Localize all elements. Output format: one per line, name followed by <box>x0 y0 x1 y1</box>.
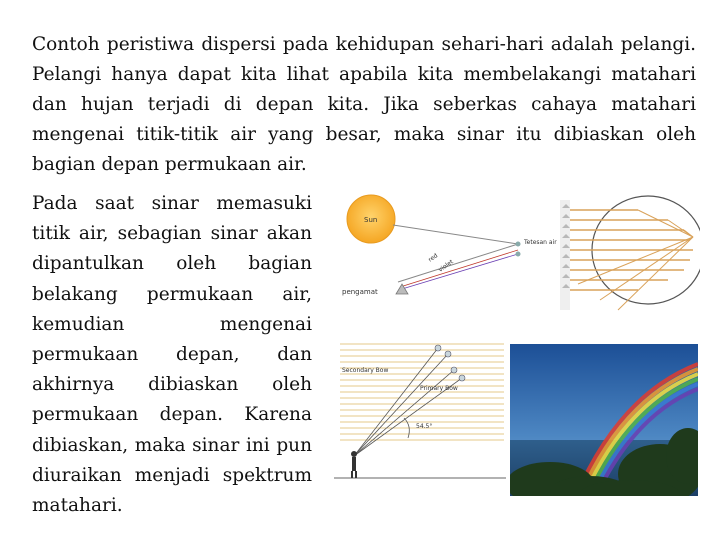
drop-icon-1 <box>435 345 441 351</box>
angle-diagram <box>334 338 506 494</box>
violet-ray <box>402 254 518 289</box>
drop-point-1 <box>516 242 521 247</box>
drop-point-2 <box>516 252 521 257</box>
violet-label: violet <box>437 258 455 274</box>
water-drop <box>565 196 700 310</box>
drop-label: Tetesan air <box>524 239 557 246</box>
angle-label: 54.5° <box>416 423 433 430</box>
left-arrows <box>560 200 570 310</box>
red-label: red <box>427 252 440 264</box>
outgoing-ray <box>398 244 518 282</box>
explanation-paragraph: Pada saat sinar memasuki titik air, sebagian sinar akan dipantulkan oleh bagian belakang permukaan air, kemudian mengenai permukaan depan, dan akhirnya dibiaskan oleh permukaan depan. Karena dibiaskan, maka sinar ini pun diuraikan menjadi spektrum matahari. <box>32 193 312 517</box>
sun-label: Sun <box>364 216 378 224</box>
drop-icon-4 <box>459 375 465 381</box>
incoming-ray <box>393 225 518 244</box>
observer-icon <box>396 284 408 294</box>
drop-icon-3 <box>451 367 457 373</box>
observer-label: pengamat <box>342 288 378 296</box>
raindrop-diagram <box>338 192 700 332</box>
drop-icon-2 <box>445 351 451 357</box>
red-ray <box>400 250 518 287</box>
rainbow-photo <box>510 344 698 496</box>
intro-paragraph: Contoh peristiwa dispersi pada kehidupan sehari-hari adalah pelangi. Pelangi hanya dapat kita lihat apabila kita membelakangi matahari dan hujan terjadi di depan kita. Jika seberkas cahaya matahari mengenai titik-titik air yang besar, maka sinar itu dibiaskan oleh bagian depan permukaan air. <box>32 34 696 175</box>
primary-bow-label: Primary Bow <box>420 385 458 392</box>
secondary-bow-label: Secondary Bow <box>342 367 389 374</box>
